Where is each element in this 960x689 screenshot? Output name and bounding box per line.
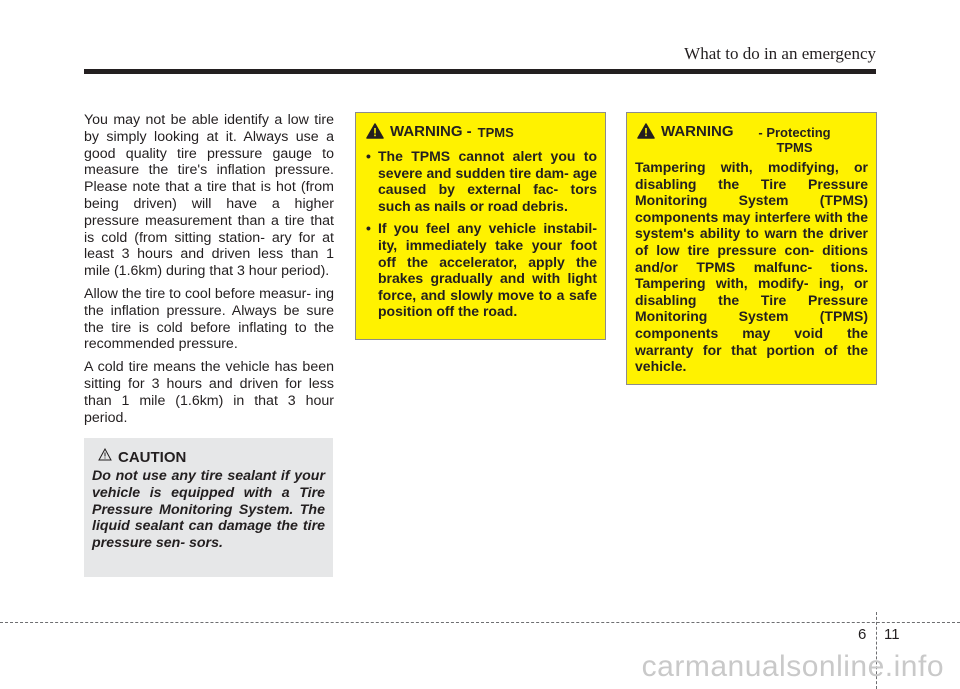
warning-text: Tampering with, modifying, or disabling the Tire Pressure Monitoring System (TPMS) components may interfere with the system's ability to warn the driver of low tire pressure con- ditions and/or TPMS malfunc- tions. Tampering with, modify- ing, or disabling the Tire Pressure Monitoring System (TPMS) components may void the warranty for that portion of the vehicle. <box>635 159 868 375</box>
footer-rule <box>0 622 960 623</box>
warning-subject: - Protecting TPMS <box>758 125 831 155</box>
watermark: carmanualsonline.info <box>641 650 944 683</box>
warning-box-tpms <box>355 112 606 340</box>
page-number: 11 <box>884 626 900 643</box>
body-paragraph: You may not be able identify a low tire by simply looking at it. Always use a good quality tire pressure gauge to measure the tire's inflation pressure. Please note that a tire that is hot (from being driven) will have a higher pressure measurement than a tire that is cold (from sitting station- ary for at least 3 hours and driven less than 1 mile (1.6km) during that 3 hour period). <box>84 112 334 280</box>
warning-label: WARNING - <box>390 123 472 140</box>
body-paragraph: Allow the tire to cool before measur- ing the inflation pressure. Always be sure the tire is cold before inflating to the recommended pressure. <box>84 285 334 353</box>
body-text-column <box>84 112 334 432</box>
caution-text: Do not use any tire sealant if your vehicle is equipped with a Tire Pressure Monitoring System. The liquid sealant can damage the tire pressure sen- sors. <box>92 468 325 552</box>
caution-header <box>98 448 325 466</box>
warning-bullet: • If you feel any vehicle instabil- ity, immediately take your foot off the accelerator, apply the brakes gradually and with light force, and slowly move to a safe position off the road. <box>364 220 597 320</box>
header-rule <box>84 69 876 74</box>
caution-box <box>84 438 333 577</box>
section-title: What to do in an emergency <box>684 44 876 63</box>
body-paragraph: A cold tire means the vehicle has been sitting for 3 hours and driven for less than 1 mile (1.6km) in that 3 hour period. <box>84 359 334 426</box>
warning-header <box>637 123 868 155</box>
warning-label: WARNING <box>661 123 734 140</box>
warning-box-protecting-tpms <box>626 112 877 385</box>
warning-subject: TPMS <box>477 125 514 140</box>
warning-triangle-icon <box>637 123 655 144</box>
warning-bullet: • The TPMS cannot alert you to severe and sudden tire dam- age caused by external fac- tors such as nails or road debris. <box>364 148 597 214</box>
warning-header <box>366 123 597 144</box>
chapter-number: 6 <box>858 626 867 643</box>
caution-triangle-icon <box>98 448 112 466</box>
warning-triangle-icon <box>366 123 384 144</box>
warning-bullet-list <box>364 148 597 320</box>
caution-title: CAUTION <box>118 448 187 466</box>
